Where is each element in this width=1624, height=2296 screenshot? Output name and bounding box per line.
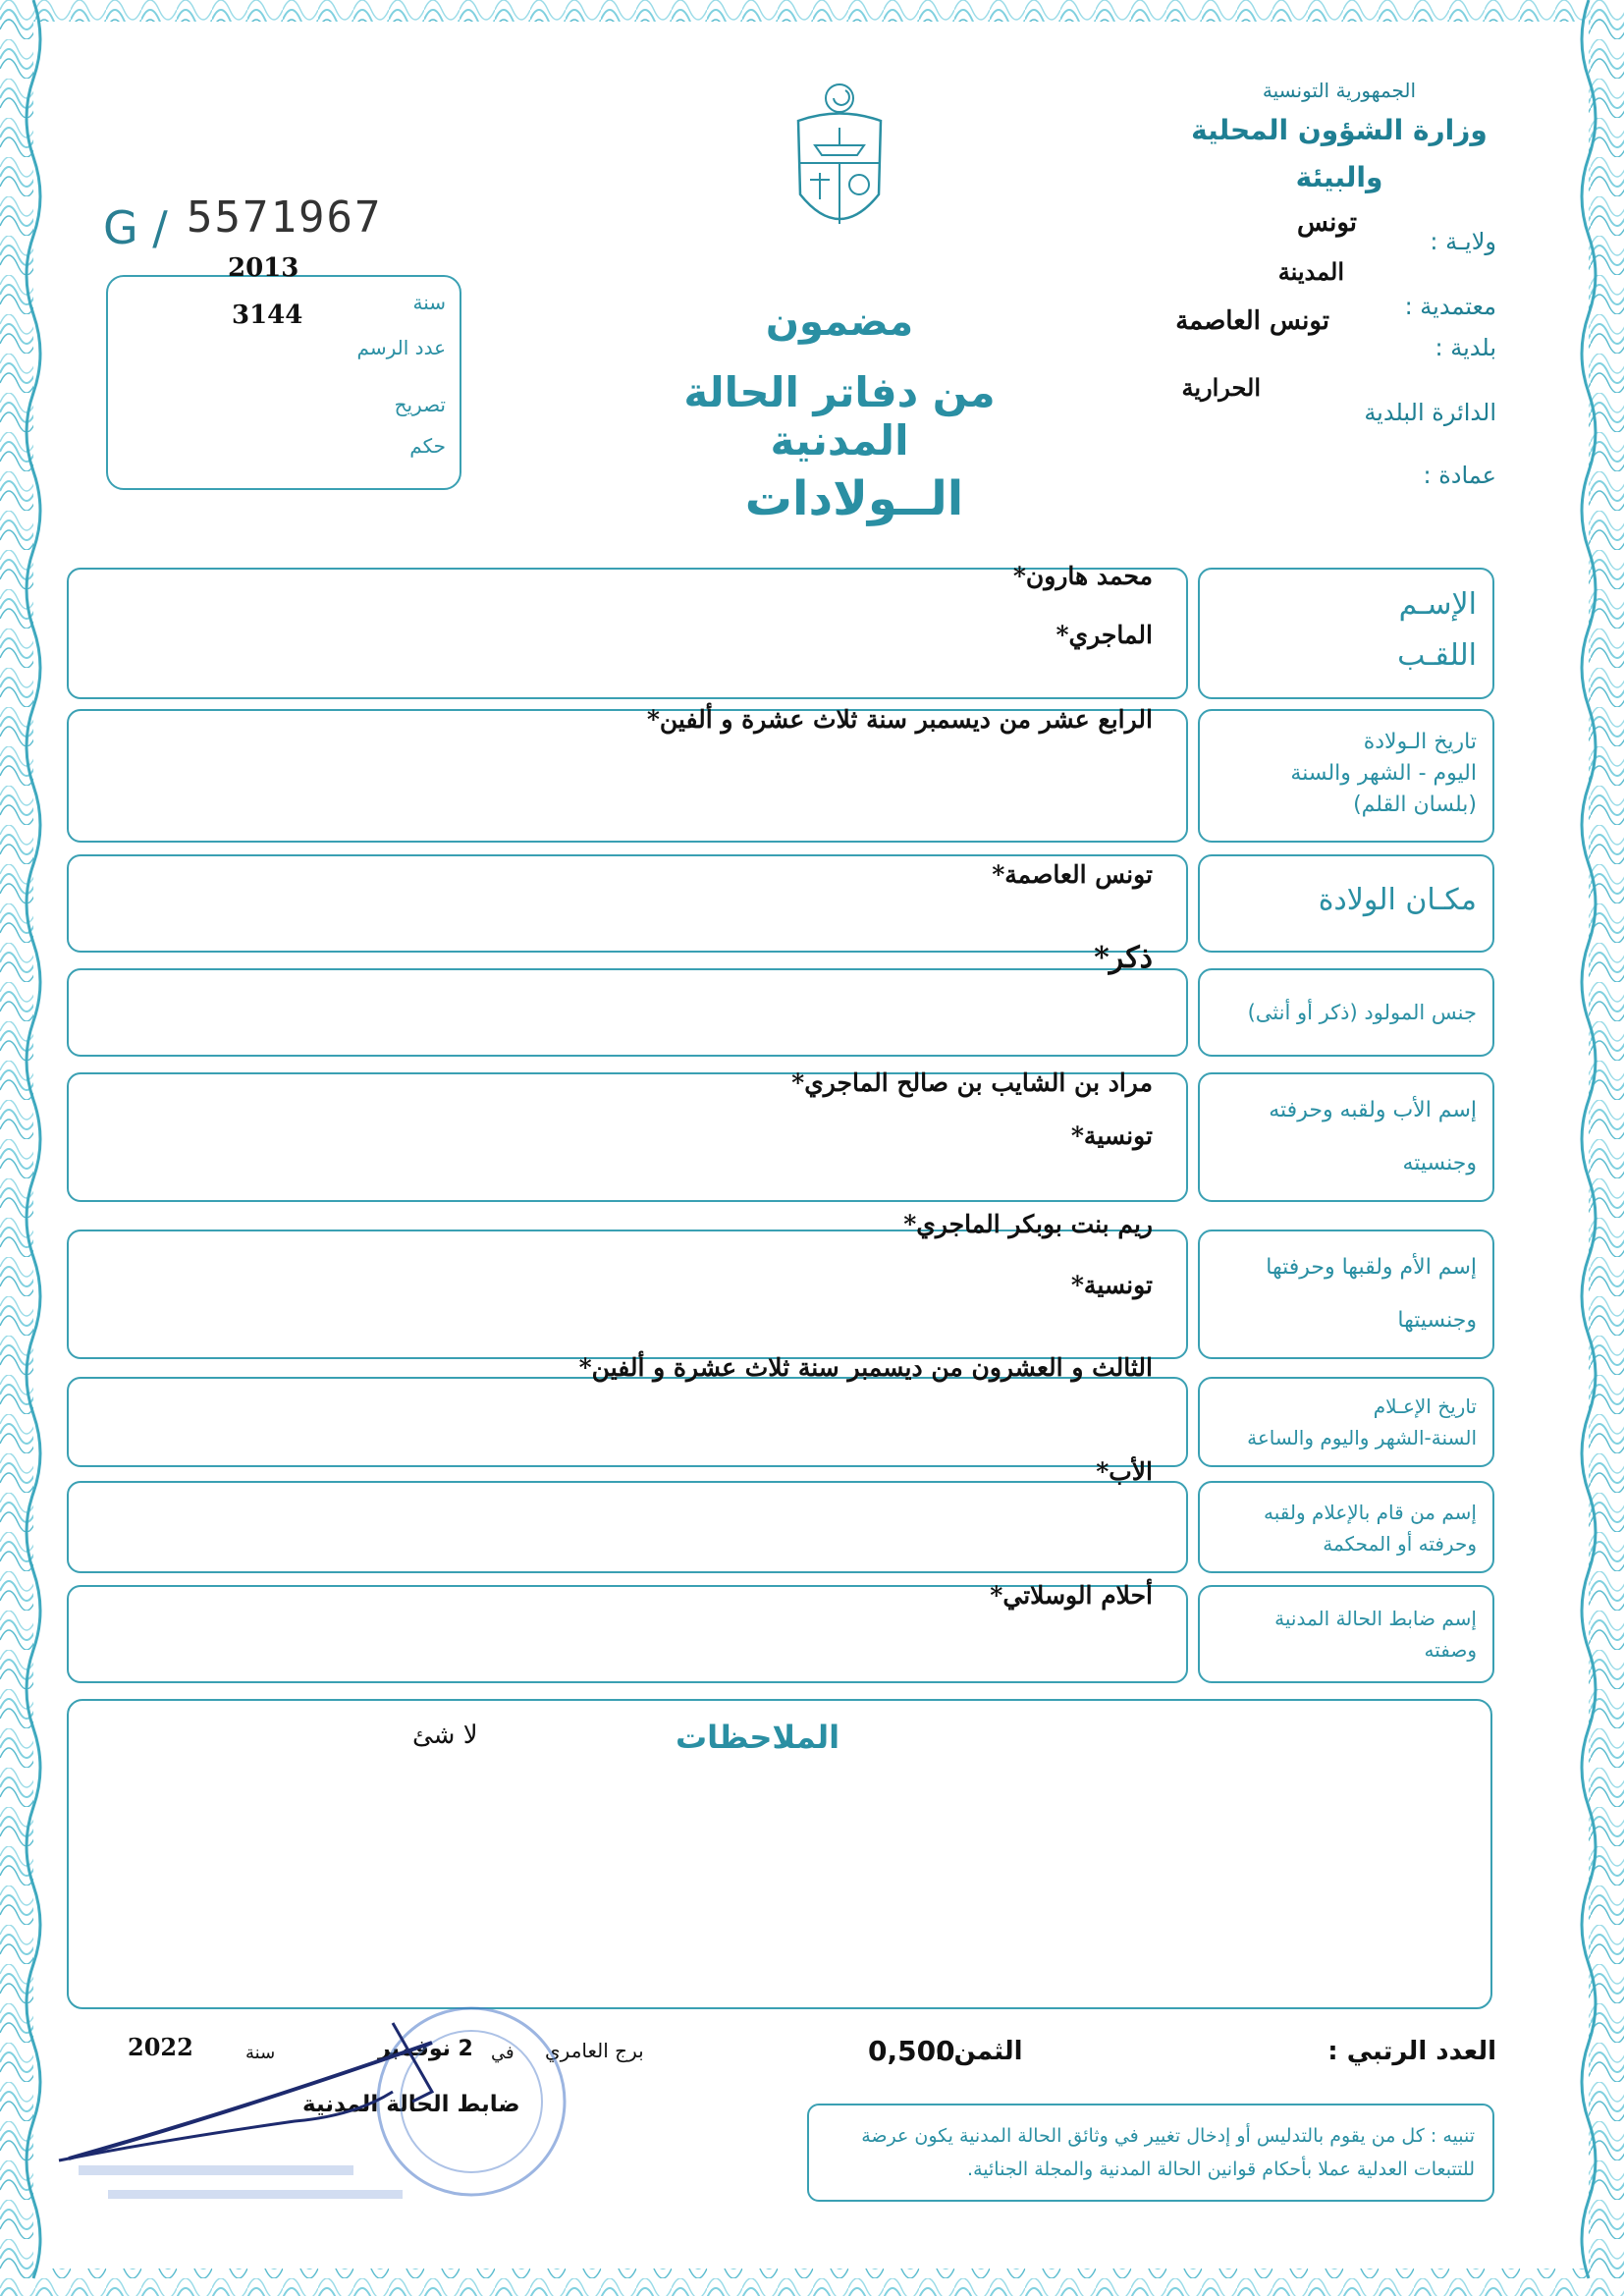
officer-label: إسم ضابط الحالة المدنية — [1274, 1607, 1477, 1630]
baladiya-label: بلدية : — [1435, 334, 1496, 361]
printer-mark — [1498, 1777, 1512, 2003]
declaration-date-label: تاريخ الإعـلام — [1373, 1394, 1477, 1418]
judgment-label: حكم — [409, 434, 446, 458]
header-authority — [1163, 79, 1516, 196]
birth-place-label: مكـان الولادة — [1318, 883, 1477, 917]
issue-year-label: سنة — [245, 2043, 276, 2063]
notes-title: الملاحظات — [676, 1719, 840, 1756]
declarant-label-detail: وحرفته أو المحكمة — [1323, 1532, 1477, 1556]
coat-of-arms-icon — [790, 77, 889, 244]
imada-label: عمادة : — [1423, 462, 1496, 489]
mother-label: إسم الأم ولقبها وحرفتها — [1266, 1255, 1477, 1280]
mother-nationality-value: تونسية* — [1070, 1271, 1153, 1299]
birth-date-value: الرابع عشر من ديسمبر سنة ثلاث عشرة و ألفين* — [646, 705, 1153, 734]
sex-value: ذكر* — [1094, 941, 1153, 975]
declaration-date-value-box — [67, 1377, 1188, 1467]
document-title: مضمون — [765, 300, 914, 345]
register-number-label: عدد الرسم — [356, 336, 446, 359]
baladiya-value: تونس العاصمة — [1175, 306, 1329, 336]
mother-value-box — [67, 1230, 1188, 1359]
declaration-date-label-box — [1198, 1377, 1494, 1467]
register-year-label: سنة — [412, 291, 446, 314]
father-nationality-value: تونسية* — [1070, 1121, 1153, 1150]
declarant-label-box — [1198, 1481, 1494, 1573]
ministry-name-line2: والبيئة — [1295, 161, 1383, 193]
issue-place: برج العامري — [545, 2039, 644, 2062]
birth-place-value: تونس العاصمة* — [992, 860, 1153, 889]
ministry-name-line1: وزارة الشؤون المحلية — [1191, 114, 1488, 146]
mother-label-box — [1198, 1230, 1494, 1359]
serial-number: 5571967 — [187, 192, 383, 243]
issue-date-value: 2 نوفمبر — [378, 2037, 473, 2061]
declaration-label: تصريح — [394, 393, 446, 416]
register-number-value: 3144 — [232, 301, 303, 330]
birth-date-label-box — [1198, 709, 1494, 843]
document-subtitle: من دفاتر الحالة المدنية — [683, 368, 996, 465]
legal-warning: تنبيه : كل من يقوم بالتدليس أو إدخال تغيير في وثائق الحالة المدنية يكون عرضة للتتبعات العدلية عملا بأحكام قوانين الحالة المدنية والمجلة الجنائية. — [807, 2104, 1494, 2202]
serial-order-label: العدد الرتبي : — [1327, 2037, 1496, 2066]
official-stamp-icon — [39, 1994, 589, 2229]
father-value: مراد بن الشايب بن صالح الماجري* — [791, 1068, 1153, 1097]
first-name-label: الإسـم — [1398, 587, 1477, 622]
officer-label-detail: وصفته — [1424, 1638, 1477, 1662]
name-label-box — [1198, 568, 1494, 699]
republic-name: الجمهورية التونسية — [1262, 79, 1417, 102]
wilaya-value: تونس — [1296, 208, 1357, 238]
declarant-value: الأب* — [1096, 1457, 1153, 1486]
mootamadiya-label: معتمدية : — [1404, 293, 1496, 320]
birth-date-label-detail: اليوم - الشهر والسنة — [1290, 761, 1477, 786]
birth-date-label: تاريخ الـولادة — [1363, 730, 1477, 754]
father-label: إسم الأب ولقبه وحرفته — [1269, 1098, 1477, 1122]
daira-label: الدائرة البلدية — [1364, 399, 1496, 426]
price-value: 0,500 — [868, 2035, 955, 2067]
sex-label-box — [1198, 968, 1494, 1057]
document-type-title: الــولادات — [744, 471, 964, 526]
father-nationality-label: وجنسيته — [1402, 1151, 1477, 1175]
officer-value: أحلام الوسلاتي* — [990, 1581, 1153, 1610]
sex-label: جنس المولود (ذكر أو أنثى) — [1247, 1001, 1477, 1024]
declarant-label: إسم من قام بالإعلام ولقبه — [1264, 1501, 1477, 1524]
officer-label-box — [1198, 1585, 1494, 1683]
declaration-date-label-detail: السنة-الشهر واليوم والساعة — [1247, 1426, 1477, 1449]
daira-value: الحرارية — [1181, 373, 1261, 402]
mootamadiya-value: المدينة — [1277, 257, 1344, 286]
mother-value: ريم بنت بوبكر الماجري* — [903, 1210, 1153, 1238]
first-name-value: محمد هارون* — [1012, 562, 1153, 590]
birth-date-label-note: (بلسان القلم) — [1353, 793, 1477, 817]
mother-nationality-label: وجنسيتها — [1397, 1308, 1477, 1333]
declaration-date-value: الثالث و العشرون من ديسمبر سنة ثلاث عشرة و ألفين* — [578, 1353, 1153, 1382]
notes-value: لا شئ — [412, 1721, 478, 1750]
declarant-value-box — [67, 1481, 1188, 1573]
wilaya-label: ولايـة : — [1430, 228, 1496, 255]
serial-prefix: G / — [103, 201, 168, 254]
last-name-value: الماجري* — [1056, 621, 1153, 649]
issue-year-value: 2022 — [128, 2033, 193, 2061]
sex-value-box — [67, 968, 1188, 1057]
last-name-label: اللقـب — [1397, 638, 1477, 673]
father-label-box — [1198, 1072, 1494, 1202]
officer-signature-title: ضابط الحالة المدنية — [302, 2092, 520, 2117]
issue-date-prefix: في — [491, 2043, 514, 2063]
birth-place-label-box — [1198, 854, 1494, 953]
register-year-value: 2013 — [228, 253, 299, 283]
price-label: الثمن : — [935, 2037, 1023, 2066]
